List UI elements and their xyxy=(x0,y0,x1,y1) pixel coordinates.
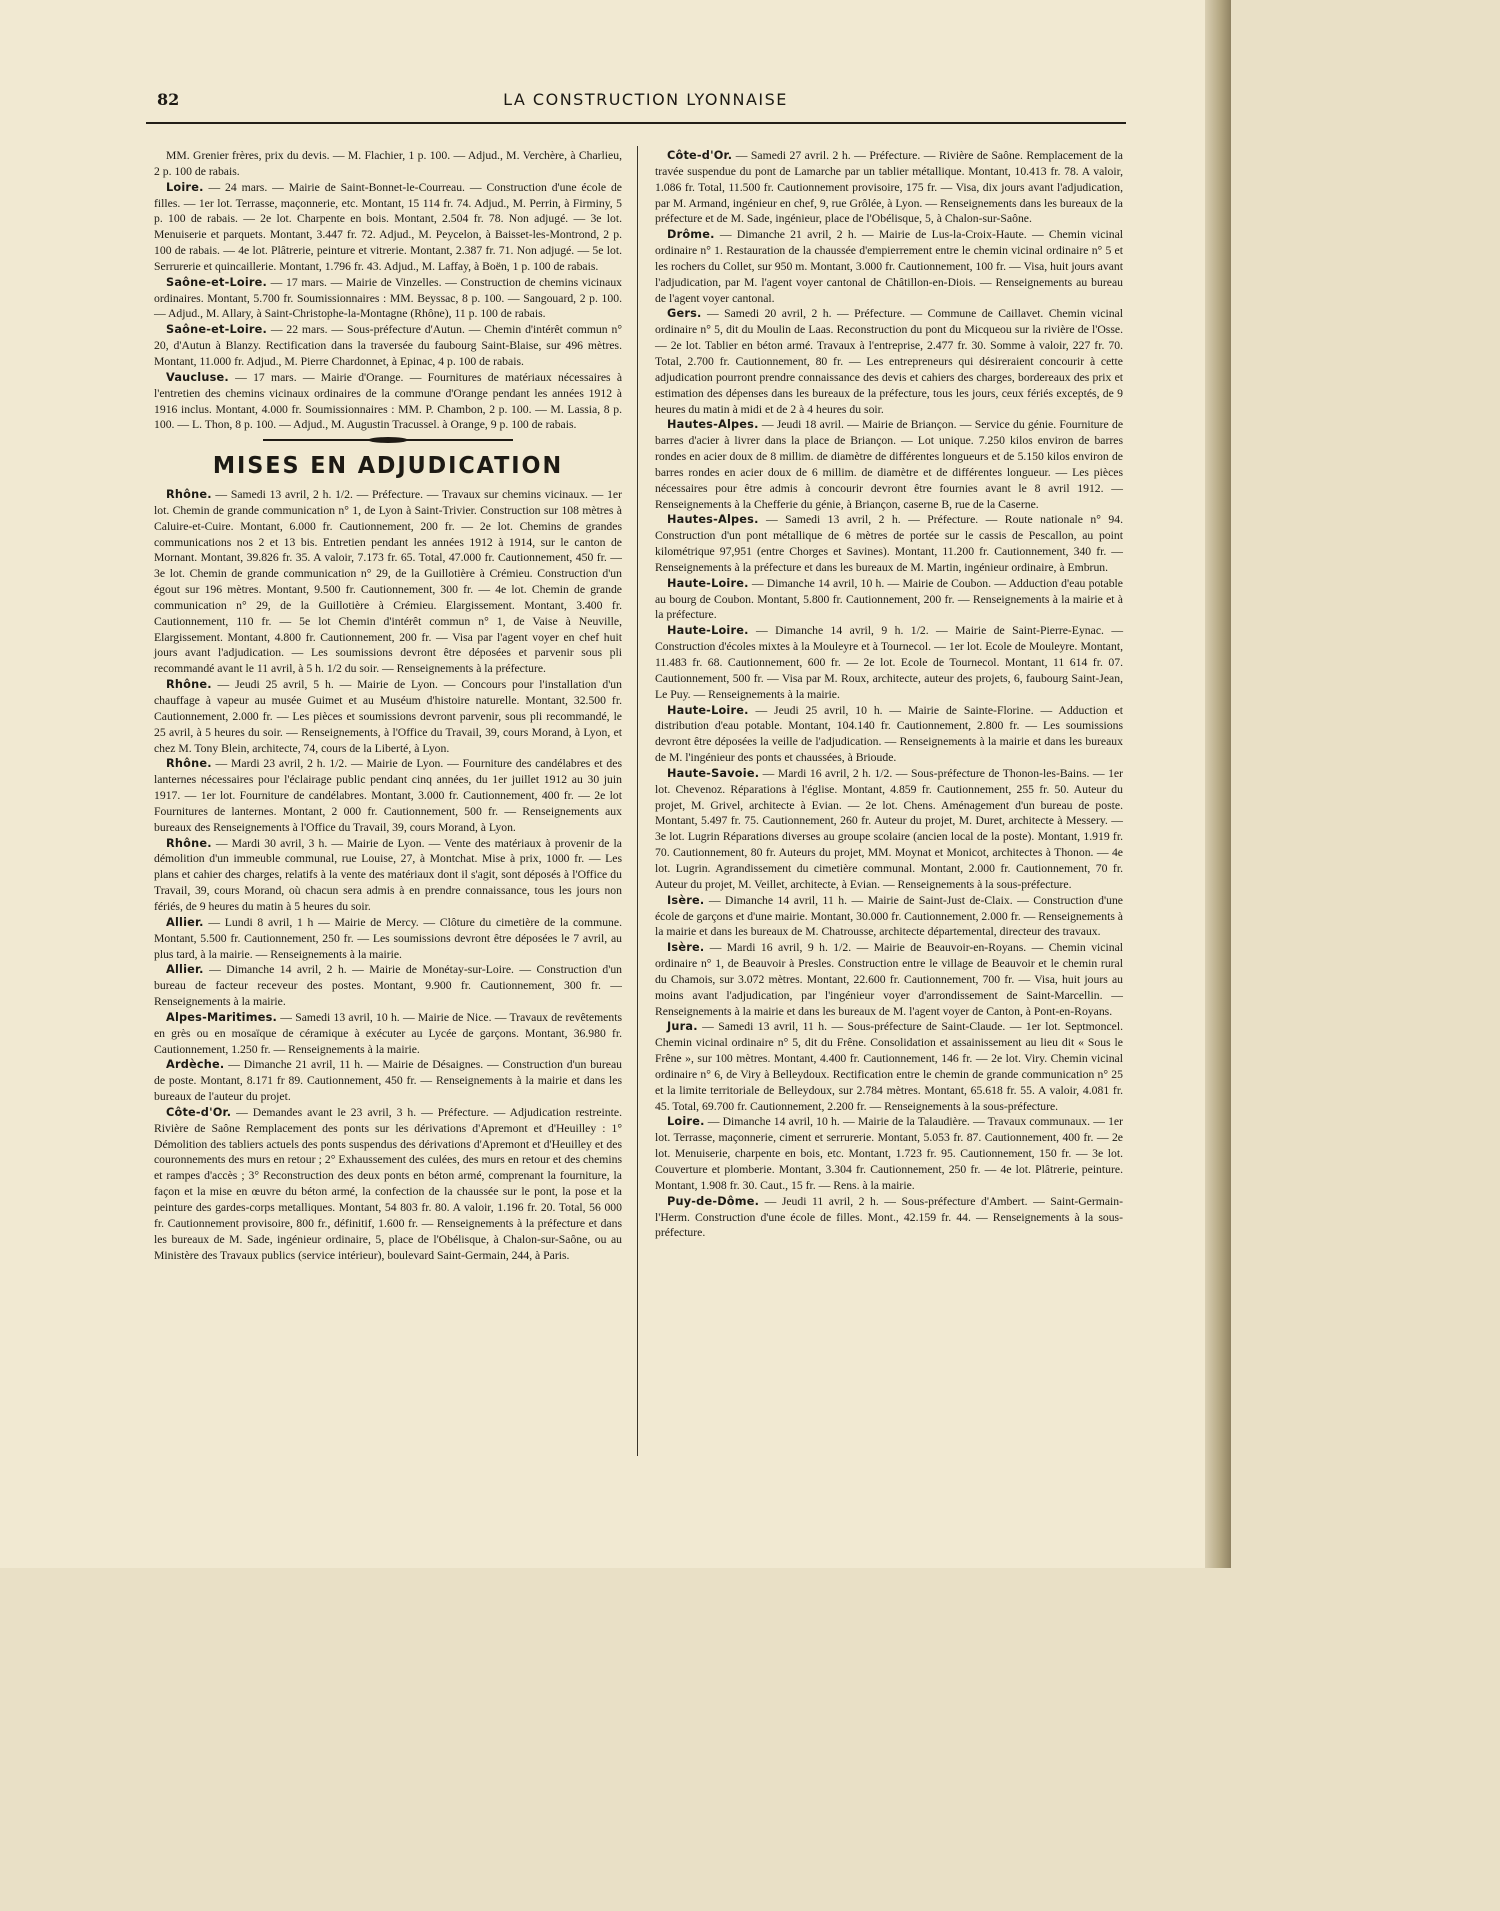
adjudication-entry xyxy=(655,576,1123,624)
entry-text: — Dimanche 14 avril, 10 h. — Mairie de la Talaudière. — Travaux communaux. — 1er lot. Terrasse, maçonnerie, ciment et serrurerie. Montant, 5.053 fr. 87. Cautionnement, 400 fr. — 2e lot. Menuiserie, charpente en bois, etc. Montant, 1.723 fr. 95. Cautionnement, 150 fr. — 3e lot. Couverture et plomberie. Montant, 3.304 fr. Cautionnement, 250 fr. — 4e lot. Plâtrerie, peinture. Montant, 1.908 fr. 30. Caut., 15 fr. — Rens. à la mairie. xyxy=(655,1115,1124,1192)
adjudication-entry xyxy=(655,703,1123,766)
entry-location: Alpes-Maritimes. xyxy=(166,1010,278,1024)
entry-location: Haute-Loire. xyxy=(667,576,749,590)
adjudication-entry xyxy=(655,417,1123,512)
entry-text: — Dimanche 21 avril, 11 h. — Mairie de Désaignes. — Construction d'un bureau de poste. Montant, 8.171 fr 89. Cautionnement, 450 fr. — Renseignements à la mairie et dans les bureaux de l'auteur du projet. xyxy=(154,1058,622,1104)
entry-location: Vaucluse. xyxy=(166,370,229,384)
entry-location: Jura. xyxy=(667,1020,698,1034)
entry-location: Rhône. xyxy=(166,757,212,771)
adjudication-entry xyxy=(154,756,622,835)
entry-text: — Samedi 13 avril, 2 h. — Préfecture. — Route nationale n° 94. Construction d'un pont métallique de 6 mètres de portée sur le cassis de Pescallon, au point kilométrique 97,951 (entre Chorges et Savines). Montant, 11.200 fr. Cautionnement, 340 fr. — Renseignements à la préfecture et dans les bureaux de M. Martin, ingénieur ordinaire, à Embrun. xyxy=(655,513,1123,574)
section-separator xyxy=(263,439,513,441)
entry-location: Rhône. xyxy=(166,836,212,850)
adjudication-entry xyxy=(655,306,1123,417)
adjudication-entry xyxy=(154,915,622,963)
entry-location: Allier. xyxy=(166,915,204,929)
header-rule xyxy=(146,122,1126,124)
result-entry xyxy=(154,275,622,323)
entry-text: — Jeudi 18 avril. — Mairie de Briançon. — Service du génie. Fourniture de barres d'acier à livrer dans la place de Briançon. — Lot unique. 7.250 kilos environ de barres rondes en acier doux de 8 millim. de diamètre de différentes longueurs et de 5.150 kilos environ de barres rondes en acier doux de 6 millim. de diamètre et de différentes longueur. — Les pièces nécessaires pour être admis à concourir devront être fournies avant le 8 avril 1912. — Renseignements à la Chefferie du génie, à Briançon, caserne B, rue de la Caserne. xyxy=(655,418,1124,511)
adjudication-entry xyxy=(655,1114,1123,1193)
entry-text: — Dimanche 14 avril, 11 h. — Mairie de Saint-Just de-Claix. — Construction d'une école de garçons et d'une mairie. Montant, 30.000 fr. Cautionnement, 2.000 fr. — Renseignements à la mairie et dans les bureaux de M. Chatrousse, architecte départemental, directeur des travaux. xyxy=(655,893,1123,939)
entry-location: Allier. xyxy=(166,963,204,977)
entry-text: — Jeudi 25 avril, 10 h. — Mairie de Sainte-Florine. — Adduction et distribution d'eau potable. Montant, 104.140 fr. Cautionnement, 2.800 fr. — Les soumissions devront être déposées la veille de l'adjudication. — Renseignements à la mairie et dans les bureaux de M. l'ingénieur des ponts et chaussées, à Brioude. xyxy=(655,703,1123,765)
entry-text: — Dimanche 14 avril, 2 h. — Mairie de Monétay-sur-Loire. — Construction d'un bureau de facteur receveur des postes. Montant, 9.900 fr. Cautionnement, 300 fr. — Renseignements à la mairie. xyxy=(154,963,623,1009)
entry-location: Gers. xyxy=(667,307,702,321)
page-number: 82 xyxy=(157,90,180,109)
entry-text: — Jeudi 11 avril, 2 h. — Sous-préfecture d'Ambert. — Saint-Germain-l'Herm. Construction d'une école de filles. Mont., 42.159 fr. 44. — Renseignements à la sous-préfecture. xyxy=(655,1194,1124,1240)
adjudication-entry xyxy=(655,623,1123,702)
adjudication-entry xyxy=(154,1010,622,1058)
entry-location: Haute-Savoie. xyxy=(667,766,760,780)
entry-location: Rhône. xyxy=(166,488,212,502)
entry-location: Haute-Loire. xyxy=(667,624,749,638)
intro-paragraph: MM. Grenier frères, prix du devis. — M. Flachier, 1 p. 100. — Adjud., M. Verchère, à Charlieu, 2 p. 100 de rabais. xyxy=(154,149,622,178)
result-entry xyxy=(154,180,622,275)
page-binding-edge xyxy=(1205,0,1231,1568)
adjudication-entry xyxy=(154,677,622,756)
entry-text: — Samedi 13 avril, 10 h. — Mairie de Nice. — Travaux de revêtements en grès ou en mosaïque de céramique à exécuter au Lycée de garçons. Montant, 36.980 fr. Cautionnement, 1.250 fr. — Renseignements à la mairie. xyxy=(154,1010,623,1056)
entry-location: Puy-de-Dôme. xyxy=(667,1194,760,1208)
entry-location: Saône-et-Loire. xyxy=(166,323,268,337)
entry-text: — Demandes avant le 23 avril, 3 h. — Préfecture. — Adjudication restreinte. Rivière de Saône Remplacement des ponts sur les dérivations d'Apremont et d'Heuilley : 1° Démolition des tabliers actuels des ponts suspendus des dérivations d'Apremont et d'Heuilley et des couronnements des murs en retour ; 2° Exhaussement des culées, des murs en retour et des chemins et rampes d'accès ; 3° Reconstruction des deux ponts en béton armé, comprenant la fourniture, la façon et la mise en œuvre du béton armé, la confection de la chaussée sur le pont, la pose et la peinture des gardes-corps metalliques. Montant, 54 803 fr. 80. A valoir, 1.196 fr. 20. Total, 56 000 fr. Cautionnement provisoire, 800 fr., définitif, 1.600 fr. — Renseignements à la préfecture et dans les bureaux de M. Sade, ingénieur ordinaire, 5, place de l'Obélisque, à Chalon-sur-Saône, ou au Ministère des Travaux publics (service intérieur), boulevard Saint-Germain, 244, à Paris. xyxy=(154,1105,622,1262)
entry-location: Isère. xyxy=(667,893,705,907)
adjudication-entry xyxy=(655,512,1123,575)
adjudication-entry xyxy=(655,1019,1123,1114)
section-title: MISES EN ADJUDICATION xyxy=(212,453,564,480)
entry-text: — Lundi 8 avril, 1 h — Mairie de Mercy. — Clôture du cimetière de la commune. Montant, 5.500 fr. Cautionnement, 250 fr. — Les soumissions devront être déposées le 7 avril, au plus tard, à la mairie. — Renseignements à la mairie. xyxy=(154,915,622,961)
adjudication-entry xyxy=(154,1105,622,1263)
entry-location: Ardèche. xyxy=(166,1058,225,1072)
entry-location: Rhône. xyxy=(166,678,212,692)
entry-location: Drôme. xyxy=(667,228,715,242)
entry-location: Loire. xyxy=(166,180,204,194)
entry-location: Côte-d'Or. xyxy=(667,149,733,162)
entry-text: — Mardi 16 avril, 2 h. 1/2. — Sous-préfecture de Thonon-les-Bains. — 1er lot. Chevenoz. Réparations à l'église. Montant, 4.859 fr. Cautionnement, 255 fr. 50. Auteur du projet, M. Grivel, architecte à Evian. — 2e lot. Chens. Aménagement d'un bureau de poste. Montant, 5.497 fr. 75. Cautionnement, 260 fr. Auteur du projet, M. Duret, architecte à Messery. — 3e lot. Lugrin Réparations diverses au groupe scolaire (ancien local de la poste). Montant, 1.919 fr. 70. Cautionnement, 80 fr. Auteurs du projet, MM. Moynat et Monicot, architectes à Thonon. — 4e lot. Lugrin. Agrandissement du cimetière communal. Montant, 2.000 fr. Cautionnement, 70 fr. Auteur du projet, M. Veillet, architecte, à Evian. — Renseignements à la sous-préfecture. xyxy=(655,766,1123,891)
entry-text: — Samedi 13 avril, 11 h. — Sous-préfecture de Saint-Claude. — 1er lot. Septmoncel. Chemin vicinal ordinaire n° 5, dit du Frêne. Consolidation et assainissement au lieu dit « Sous le Frêne », sur 100 mètres. Montant, 4.400 fr. Cautionnement, 146 fr. — 2e lot. Viry. Chemin vicinal ordinaire n° 6, de Viry à Belleydoux. Rectification entre le chemin de grande communication n° 25 et la limite territoriale de Belleydoux, sur 2.784 mètres. Montant, 65.618 fr. 55. A valoir, 4.081 fr. 45. Total, 69.700 fr. Cautionnement, 2.200 fr. — Renseignements à la sous-préfecture. xyxy=(655,1020,1123,1113)
entry-text: — Dimanche 14 avril, 9 h. 1/2. — Mairie de Saint-Pierre-Eynac. — Construction d'écoles mixtes à la Mouleyre et à Tournecol. — 1er lot. Ecole de Mouleyre. Montant, 11.483 fr. 68. Cautionnement, 600 fr. — 2e lot. Ecole de Tournecol. Montant, 11 614 fr. 07. Cautionnement, 500 fr. — Visa par M. Roux, architecte, auteur des projets, 6, faubourg Saint-Jean, Le Puy. — Renseignements à la mairie. xyxy=(655,624,1124,701)
entry-location: Loire. xyxy=(667,1115,705,1129)
adjudication-entry xyxy=(655,766,1123,893)
result-entry xyxy=(154,370,622,433)
entry-text: — 24 mars. — Mairie de Saint-Bonnet-le-Courreau. — Construction d'une école de filles. — 1er lot. Terrasse, maçonnerie, etc. Montant, 15 114 fr. 74. Adjud., M. Perrin, à Firminy, 5 p. 100 de rabais. — 2e lot. Charpente en bois. Montant, 2.504 fr. 78. Non adjugé. — 3e lot. Menuiserie et parquets. Montant, 3.447 fr. 72. Adjud., M. Peycelon, à Baisset-les-Montrond, 2 p. 100 de rabais. — 4e lot. Plâtrerie, peinture et vitrerie. Montant, 2.387 fr. 71. Non adjugé. — 5e lot. Serrurerie et quincaillerie. Montant, 1.796 fr. 43. Adjud., M. Laffay, à Boën, 1 p. 100 de rabais. xyxy=(154,180,622,273)
entry-location: Côte-d'Or. xyxy=(166,1105,232,1119)
column-rule xyxy=(637,146,638,1456)
entry-text: — Jeudi 25 avril, 5 h. — Mairie de Lyon. — Concours pour l'installation d'un chauffage à vapeur au musée Guimet et au Muséum d'histoire naturelle. Montant, 32.500 fr. Cautionnement, 2.000 fr. — Les pièces et soumissions devront parvenir, sous pli recommandé, le 25 avril, à 5 heures du soir. — Renseignements, à l'Office du Travail, 39, cours Morand, à Lyon, et chez M. Tony Blein, architecte, 74, cours de la Liberté, à Lyon. xyxy=(154,678,622,755)
entry-text: — Samedi 20 avril, 2 h. — Préfecture. — Commune de Caillavet. Chemin vicinal ordinaire n° 5, dit du Moulin de Laas. Reconstruction du pont du Micqueou sur la rivière de l'Osse. — 2e lot. Tablier en béton armé. Travaux à l'entreprise, 2.477 fr. 30. Somme à valoir, 227 fr. 70. Total, 2.700 fr. Cautionnement, 80 fr. — Les entrepreneurs qui désireraient concourir à cette adjudication pourront prendre connaissance des devis et cahiers des charges, bordereaux des prix et estimation des dépenses dans les bureaux de la préfecture, tous les jours, ceux fériés exceptés, de 9 heures du matin à midi et de 2 à 4 heures du soir. xyxy=(655,307,1123,416)
adjudication-entry xyxy=(154,962,622,1010)
adjudication-entry xyxy=(655,1194,1123,1242)
entry-text: — Samedi 27 avril. 2 h. — Préfecture. — Rivière de Saône. Remplacement de la travée suspendue du pont de Lamarche par un tablier métallique. Montant, 10.413 fr. 78. A valoir, 1.086 fr. Total, 11.500 fr. Cautionnement provisoire, 175 fr. — Visa, dix jours avant l'adjudication, par M. Armand, ingénieur en chef, 9, rue Grôlée, à Lyon. — Renseignements dans les bureaux de la préfecture et de M. Sade, ingénieur, place de l'Obélisque, 5, à Chalon-sur-Saône. xyxy=(655,149,1123,226)
adjudication-entry xyxy=(655,893,1123,941)
entry-text: — 17 mars. — Mairie d'Orange. — Fournitures de matériaux nécessaires à l'entretien des chemins vicinaux ordinaires de la commune d'Orange pendant les années 1912 à 1916 inclus. Montant, 4.000 fr. Soumissionnaires : MM. P. Chambon, 2 p. 100. — M. Lassia, 8 p. 100. — L. Thon, 8 p. 100. — Adjud., M. Augustin Tracussel. à Orange, 9 p. 100 de rabais. xyxy=(154,370,623,432)
entry-location: Hautes-Alpes. xyxy=(667,418,759,432)
entry-location: Hautes-Alpes. xyxy=(667,513,759,527)
entry-text: — Dimanche 14 avril, 10 h. — Mairie de Coubon. — Adduction d'eau potable au bourg de Coubon. Montant, 5.800 fr. Cautionnement, 200 fr. — Renseignements à la mairie et à la préfecture. xyxy=(655,576,1123,622)
adjudication-entry xyxy=(154,487,622,677)
adjudication-entry xyxy=(655,940,1123,1019)
entry-location: Haute-Loire. xyxy=(667,703,749,717)
entry-text: — 22 mars. — Sous-préfecture d'Autun. — Chemin d'intérêt commun n° 20, d'Autun à Blanzy. Rectification dans la traversée du faubourg Saint-Blaise, sur 496 mètres. Montant, 11.000 fr. Adjud., M. Pierre Chardonnet, à Epinac, 4 p. 100 de rabais. xyxy=(154,323,622,368)
entry-location: Isère. xyxy=(667,941,705,955)
entry-location: Saône-et-Loire. xyxy=(166,275,268,289)
entry-text: — 17 mars. — Mairie de Vinzelles. — Construction de chemins vicinaux ordinaires. Montant, 5.700 fr. Soumissionnaires : MM. Beyssac, 8 p. 100. — Sangouard, 2 p. 100. — Adjud., M. Allary, à Saint-Christophe-la-Montagne (Rhône), 11 p. 100 de rabais. xyxy=(154,275,623,321)
entry-text: — Mardi 23 avril, 2 h. 1/2. — Mairie de Lyon. — Fourniture des candélabres et des lanternes nécessaires pour l'éclairage public pendant cinq années, du 1er juillet 1912 au 30 juin 1917. — 1er lot. Fourniture de candélabres. Montant, 3.000 fr. Cautionnement, 400 fr. — 2e lot Fournitures de lanternes. Montant, 2 000 fr. Cautionnement, 500 fr. — Renseignements aux bureaux des Renseignements à l'Office du Travail, 39, cours Morand, à Lyon. xyxy=(154,757,623,834)
entry-text: — Samedi 13 avril, 2 h. 1/2. — Préfecture. — Travaux sur chemins vicinaux. — 1er lot. Chemin de grande communication n° 1, de Lyon à Saint-Trivier. Construction sur 108 mètres à Caluire-et-Cuire. Montant, 6.000 fr. Cautionnement, 200 fr. — 2e lot. Chemins de grandes communications nos 2 et 13 bis. Entretien pendant les années 1912 à 1914, sur le canton de Mornant. Montant, 39.826 fr. 35. A valoir, 7.173 fr. 65. Total, 47.000 fr. Cautionnement, 450 fr. — 3e lot. Chemin de grande communication n° 29, de la Guillotière à Crémieu. Construction d'un égout sur 196 mètres. Montant, 9.500 fr. Cautionnement, 300 fr. — 4e lot. Chemin de grande communication n° 29, de la Guillotière à Crémieu. Elargissement. Montant, 3.400 fr. Cautionnement, 110 fr. — 5e lot Chemin d'intérêt commun n° 1, de Vaise à Neuville, Elargissement. Montant, 4.800 fr. Cautionnement, 200 fr. — Visa par l'agent voyer en chef huit jours avant l'adjudication. — Les soumissions devront être déposées et parvenir sous pli recommandé avant le 11 avril, à 5 h. 1/2 du soir. — Renseignements à la préfecture. xyxy=(154,488,622,676)
adjudication-entry xyxy=(655,148,1123,227)
entry-text: — Mardi 30 avril, 3 h. — Mairie de Lyon. — Vente des matériaux à provenir de la démolition d'un immeuble communal, rue Louise, 27, à Montchat. Mise à prix, 1000 fr. — Les plans et cahier des charges, relatifs à la vente des matériaux dont il s'agit, sont déposés à l'Office du Travail, 39, cours Morand, où chacun sera admis à en prendre connaissance, tous les jours non fériés, de 9 heures du matin à 5 heures du soir. xyxy=(154,836,622,913)
adjudication-entry xyxy=(154,836,622,915)
entry-text: — Mardi 16 avril, 9 h. 1/2. — Mairie de Beauvoir-en-Royans. — Chemin vicinal ordinaire n° 1, de Beauvoir à Presles. Construction entre le village de Beauvoir et le chemin rural du Chamois, sur 3.072 mètres. Montant, 22.600 fr. Cautionnement, 700 fr. — Visa, huit jours au moins avant l'adjudication, par l'ingénieur voyer d'arrondissement de Saint-Marcellin. — Renseignements à la mairie et dans les bureaux de M. l'agent voyer de Canton, à Pont-en-Royans. xyxy=(655,941,1124,1018)
adjudication-entry xyxy=(154,1057,622,1105)
entry-text: — Dimanche 21 avril, 2 h. — Mairie de Lus-la-Croix-Haute. — Chemin vicinal ordinaire n° 1. Restauration de la chaussée d'empierrement entre le chemin vicinal ordinaire n° 5 et les rochers du Collet, sur 950 m. Montant, 3.000 fr. Cautionnement, 100 fr. — Visa, huit jours avant l'adjudication, par M. l'agent voyer cantonal de Châtillon-en-Diois. — Renseignements au bureau de l'agent voyer cantonal. xyxy=(655,228,1123,305)
result-entry xyxy=(154,322,622,370)
left-column xyxy=(154,148,622,1263)
adjudication-entry xyxy=(655,227,1123,306)
running-title: LA CONSTRUCTION LYONNAISE xyxy=(503,90,788,109)
right-column xyxy=(655,148,1123,1241)
